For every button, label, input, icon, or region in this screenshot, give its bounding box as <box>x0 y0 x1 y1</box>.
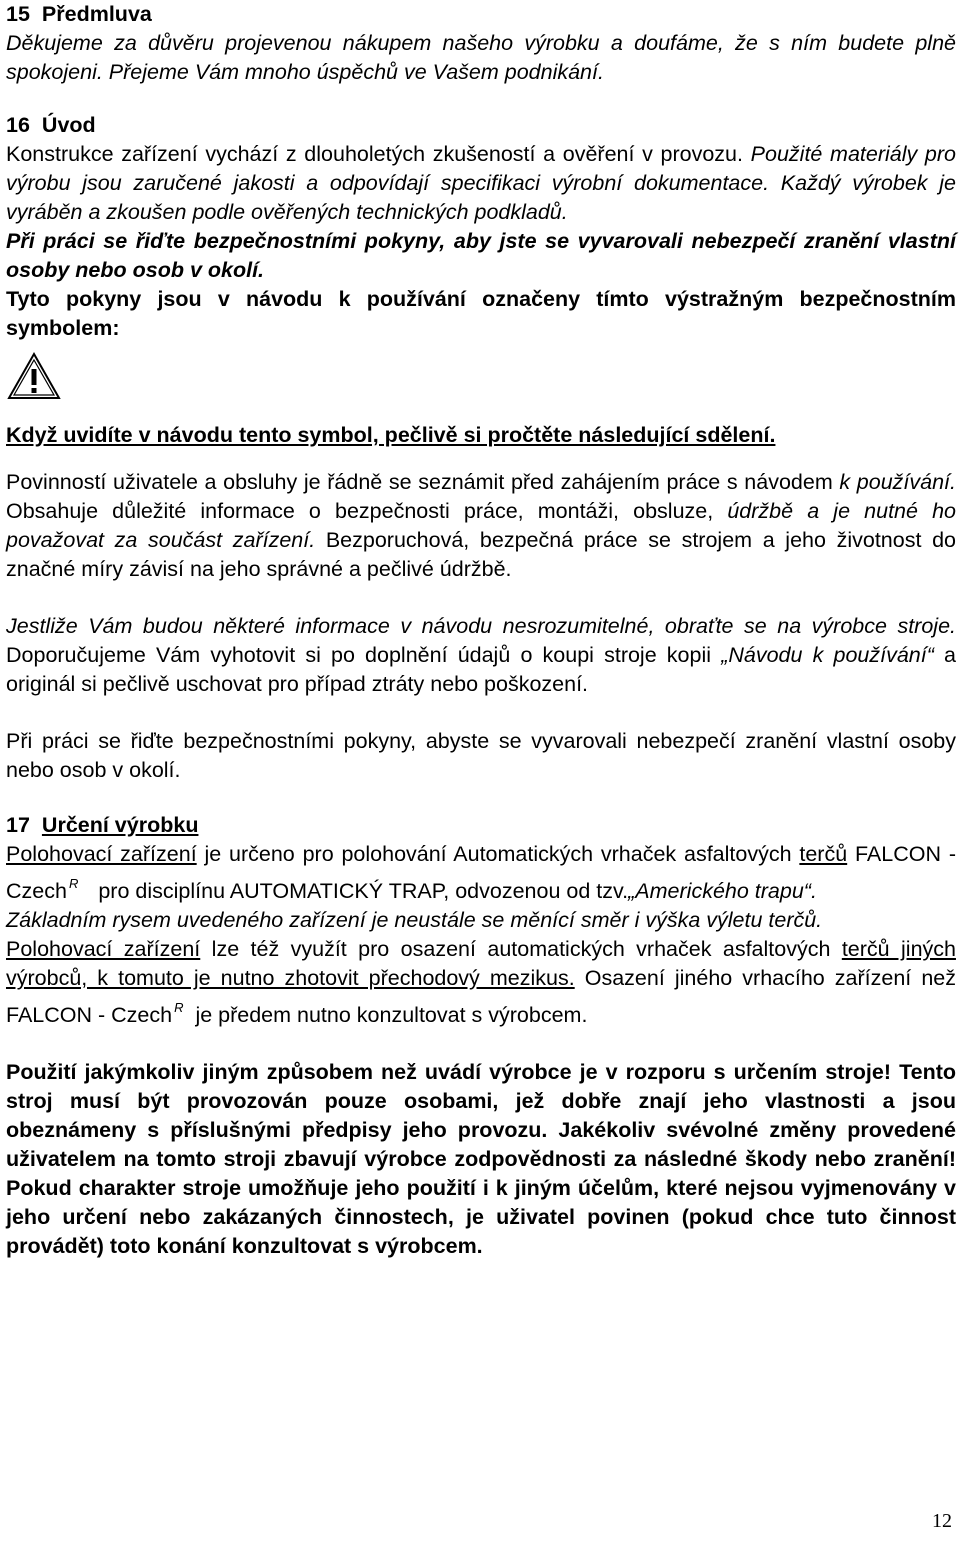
section-title: Předmluva <box>41 2 152 26</box>
text-normal: Osazení jiného vrhacího zařízení než FALCON - Czech <box>6 966 956 1027</box>
text-normal: je předem nutno konzultovat s výrobcem. <box>189 1003 588 1027</box>
text-italic: údržbě a je nutné ho považovat za součást zařízení. <box>6 499 956 552</box>
foreword-paragraph: Děkujeme za důvěru projevenou nákupem našeho výrobku a doufáme, že s ním budete plně spokojeni. Přejeme Vám mnoho úspěchů ve Vašem podnikání. <box>6 31 956 84</box>
prohibited-use-paragraph <box>6 1058 956 1261</box>
text-normal: lze též využít pro osazení automatických vrhaček asfaltových <box>200 937 842 961</box>
warning-line: Když uvidíte v návodu tento symbol, pečlivě si pročtěte následující sdělení. <box>6 423 776 447</box>
intro-paragraph <box>6 140 956 227</box>
spacer <box>6 785 956 811</box>
section-17-heading <box>6 811 956 840</box>
section-title: Úvod <box>41 113 96 137</box>
safety-instructions-paragraph: Při práci se řiďte bezpečnostními pokyny, aby jste se vyvarovali nebezpečí zranění vlastní osoby nebo osob v okolí. <box>6 229 956 282</box>
text-italic: „Návodu k používání“ <box>721 643 934 667</box>
text-normal: Doporučujeme Vám vyhotovit si po doplnění údajů o koupi stroje kopii <box>6 643 722 667</box>
text-bold: Tento stroj musí být provozován pouze osobami, jež dobře znají jeho vlastnosti a jsou obeznámeny s příslušnými předpisy jeho provozu. Jakékoliv svévolné změny provedené uživatelem na tomto stroji zbavují výrobce zodpovědnosti za následné škody nebo zranění! Pokud charakter stroje umožňuje jeho použití i k jiným účelům, které nejsou vyjmenovány v jeho určení nebo zakázaných činnostech, je uživatel povinen (pokud chce tuto činnost provádět) toto konání konzultovat s výrobcem. <box>6 1060 956 1258</box>
text-underlined: Polohovací zařízení <box>6 937 201 961</box>
text-underlined: terčů <box>799 842 848 866</box>
basic-feature-paragraph: Základním rysem uvedeného zařízení je neustále se měnící směr i výška výletu terčů. <box>6 908 823 932</box>
spacer <box>6 584 956 612</box>
safety-reminder-paragraph: Při práci se řiďte bezpečnostními pokyny, abyste se vyvarovali nebezpečí zranění vlastní osoby nebo osob v okolí. <box>6 729 956 782</box>
text-normal: Povinností uživatele a obsluhy je řádně se seznámit před zahájením práce s návodem <box>6 470 840 494</box>
other-throwers-paragraph <box>6 935 956 1030</box>
section-15-heading <box>6 0 956 29</box>
page-number: 12 <box>932 1510 952 1532</box>
user-duty-paragraph <box>6 468 956 584</box>
text-underlined: terčů jiných výrobců, k tomuto je nutno zhotovit přechodový mezikus. <box>6 937 956 990</box>
safety-symbol-intro: Tyto pokyny jsou v návodu k používání označeny tímto výstražným bezpečnostním symbolem: <box>6 287 956 340</box>
section-16-heading <box>6 111 956 140</box>
text-bold: Použití jakýmkoliv jiným způsobem než uvádí výrobce je v rozporu s určením stroje! <box>6 1060 892 1084</box>
product-purpose-paragraph <box>6 840 956 906</box>
section-number: 17 <box>6 813 30 837</box>
warning-triangle-icon <box>6 351 62 401</box>
document-page <box>6 0 956 1261</box>
intro-text-normal: Konstrukce zařízení vychází z dlouholetých zkušeností a ověření v provozu. <box>6 142 743 166</box>
text-normal: Obsahuje důležité informace o bezpečnosti práce, montáži, obsluze, <box>6 499 728 523</box>
text-normal: Bezporuchová, bezpečná práce se strojem a jeho životnost do značné míry závisí na jeho správné a pečlivé údržbě. <box>6 528 956 581</box>
text-underlined: Polohovací zařízení <box>6 842 197 866</box>
spacer <box>6 699 956 727</box>
text-normal: pro disciplínu AUTOMATICKÝ TRAP, odvozenou od tzv. <box>98 879 629 903</box>
text-normal: je určeno pro polohování Automatických vrhaček asfaltových <box>196 842 800 866</box>
text-italic: „Amerického trapu“. <box>628 879 817 903</box>
text-normal: a originál si pečlivě uschovat pro případ ztráty nebo poškození. <box>6 643 956 696</box>
intro-text-italic: Použité materiály pro výrobu jsou zaručené jakosti a odpovídají specifikaci výrobní dokumentace. Každý výrobek je vyráběn a zkoušen podle ověřených technických podkladů. <box>6 142 956 224</box>
text-normal: FALCON - Czech <box>6 842 956 903</box>
text-italic: Jestliže Vám budou některé informace v návodu nesrozumitelné, obraťte se na výrobce stroje. <box>6 614 956 638</box>
section-title: Určení výrobku <box>41 813 199 837</box>
spacer <box>6 450 956 468</box>
contact-manufacturer-paragraph <box>6 612 956 699</box>
registered-mark: R <box>174 1000 184 1015</box>
registered-mark: R <box>68 876 79 891</box>
spacer <box>6 1030 956 1058</box>
spacer <box>6 87 956 111</box>
text-italic: k používání. <box>839 470 956 494</box>
section-number: 16 <box>6 113 30 137</box>
section-number: 15 <box>6 2 30 26</box>
